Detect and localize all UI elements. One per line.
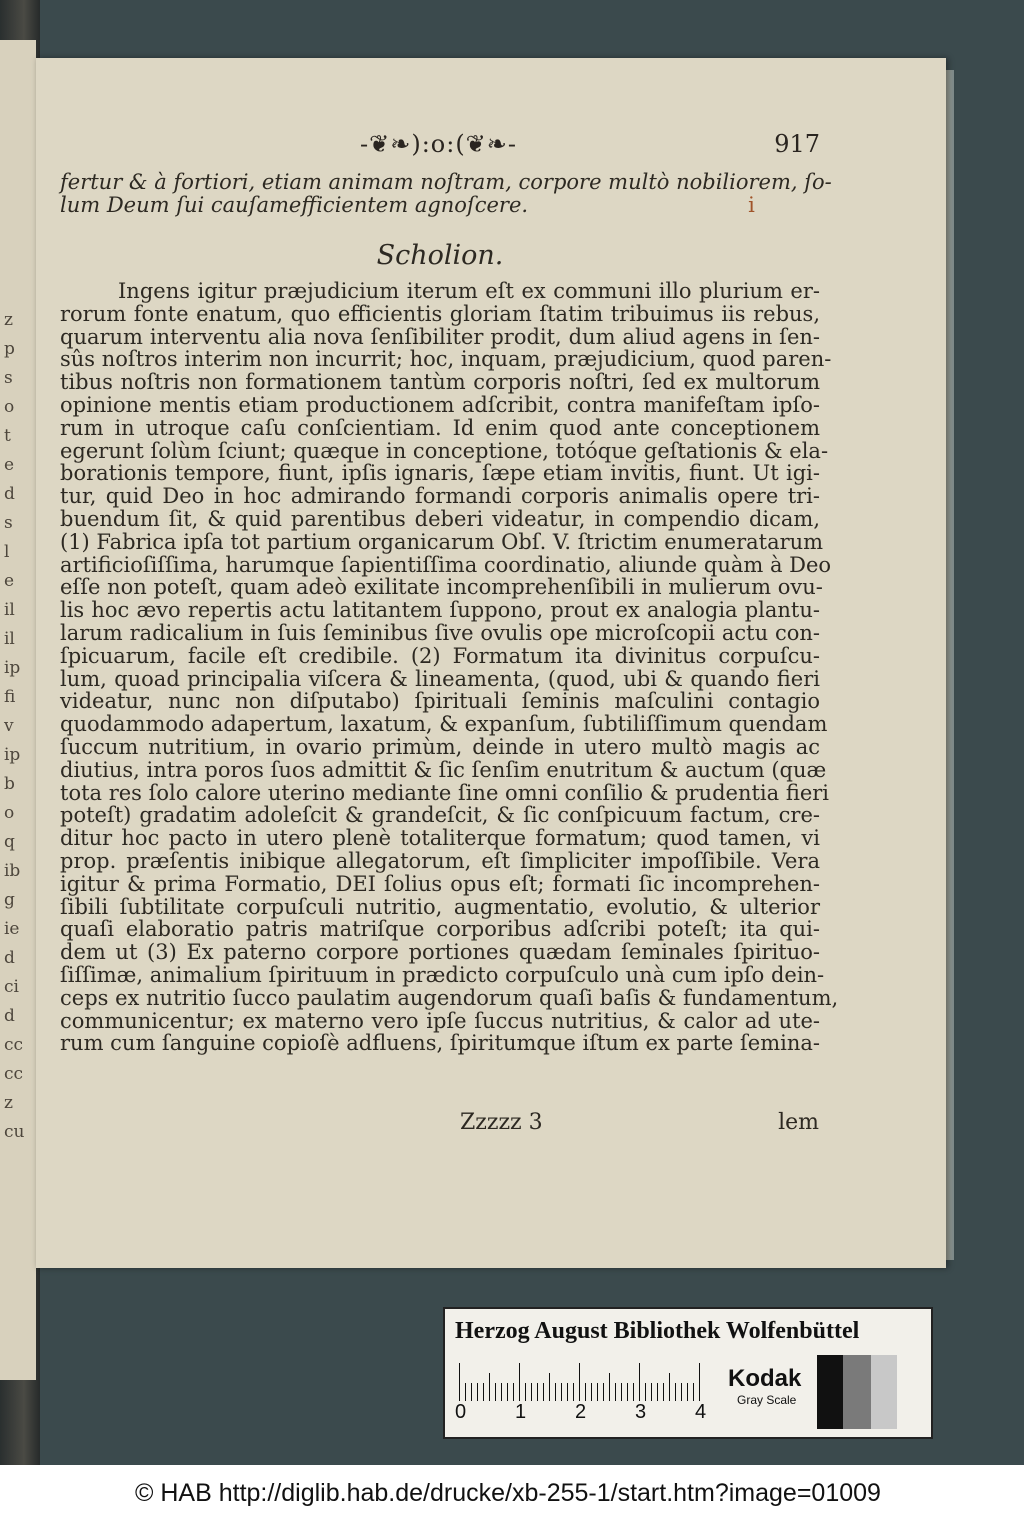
ruler-tick	[519, 1363, 520, 1401]
strip-letter: ip	[4, 658, 21, 678]
strip-letter: ci	[4, 977, 19, 997]
ruler-tick	[459, 1363, 460, 1401]
strip-letter: ie	[4, 919, 20, 939]
text-line: tibus noſtris non formationem tantùm corporis noſtri, ſed ex multorum	[60, 370, 820, 395]
library-name: Herzog August Bibliothek Wolfenbüttel	[455, 1318, 860, 1344]
text-line: prop. præſentis inibique allegatorum, eſt ſimpliciter impoſſibile. Vera	[60, 848, 820, 873]
ruler-tick	[501, 1383, 502, 1401]
strip-letter: cc	[4, 1035, 24, 1055]
ruler-tick	[639, 1363, 640, 1401]
ruler-tick	[693, 1383, 694, 1401]
ruler-tick	[573, 1383, 574, 1401]
ruler-tick	[657, 1383, 658, 1401]
strip-letter: s	[4, 513, 13, 533]
ruler-number: 0	[455, 1401, 467, 1423]
text-line: rorum fonte enatum, quo efficientis gloriam ſtatim tribuimus iis rebus,	[60, 301, 820, 326]
text-line: quaſi elaboratio patris matriſque corporibus adſcribi poteſt; ita qui-	[60, 917, 820, 942]
strip-letter: d	[4, 484, 15, 504]
catchword: lem	[778, 1110, 819, 1135]
text-line: opinione mentis etiam productionem adſcribit, contra manifeſtam ipſo-	[60, 392, 820, 417]
strip-letter: cu	[4, 1122, 25, 1142]
ruler-tick	[567, 1383, 568, 1401]
strip-letter: s	[4, 368, 13, 388]
strip-letter: g	[4, 890, 15, 910]
text-line: videatur, nunc non diſputabo) ſpirituali ſeminis maſculini contagio	[60, 689, 820, 714]
ruler-tick	[513, 1383, 514, 1401]
ruler-tick	[489, 1373, 490, 1401]
text-line: poteſt) gradatim adoleſcit & grandeſcit, & ſic conſpicuum factum, cre-	[60, 803, 820, 828]
text-line: quarum interventu alia nova ſenſibiliter prodit, dum aliud agens in ſen-	[60, 324, 820, 349]
strip-letter: v	[4, 716, 14, 736]
text-line: ſiſſimæ, animalium ſpirituum in prædicto corpuſculo unà cum ipſo dein-	[60, 962, 825, 987]
ruler-tick	[651, 1383, 652, 1401]
ruler-tick	[627, 1383, 628, 1401]
text-line: larum radicalium in ſuis ſeminibus ſive ovulis ope microſcopii actu con-	[60, 620, 820, 645]
strip-letter: cc	[4, 1064, 24, 1084]
ruler-tick	[465, 1383, 466, 1401]
ruler-tick	[525, 1383, 526, 1401]
ruler-tick	[555, 1383, 556, 1401]
ruler-tick	[615, 1383, 616, 1401]
signature-mark: Zzzzz 3	[460, 1110, 543, 1135]
ruler-number: 1	[515, 1401, 527, 1423]
strip-letter: d	[4, 1006, 15, 1026]
text-line: ceps ex nutritio ſucco paulatim augendorum quaſi baſis & fundamentum,	[60, 985, 839, 1010]
text-line: communicentur; ex materno vero ipſe ſuccus nutritius, & calor ad ute-	[60, 1008, 820, 1033]
strip-letter: ib	[4, 861, 21, 881]
strip-letter: o	[4, 803, 15, 823]
strip-letter: t	[4, 426, 11, 446]
strip-letter: l	[4, 542, 10, 562]
library-color-card	[443, 1307, 933, 1439]
ruler-tick	[477, 1383, 478, 1401]
light-gray-swatch	[871, 1355, 897, 1429]
ruler-number: 3	[635, 1401, 647, 1423]
intro-paragraph	[60, 170, 832, 217]
text-line: borationis tempore, fiunt, ipſis ignaris, ſæpe etiam invitis, fiunt. Ut igi-	[60, 461, 820, 486]
ruler-tick	[621, 1383, 622, 1401]
ruler-tick	[645, 1383, 646, 1401]
ruler-tick	[699, 1363, 700, 1401]
ruler-tick	[681, 1383, 682, 1401]
ruler-tick	[561, 1383, 562, 1401]
strip-letter: e	[4, 455, 15, 475]
strip-letter: il	[4, 629, 15, 649]
text-line: (1) Fabrica ipſa tot partium organicarum Obſ. V. ſtrictim enumeratarum	[60, 529, 824, 554]
intro-line-text: lum Deum ſui cauſamefficientem agnoſcere.	[60, 192, 529, 217]
page-number: 917	[774, 130, 820, 158]
strip-letter: b	[4, 774, 15, 794]
text-line: buendum ſit, & quid parentibus deberi videatur, in compendio dicam,	[60, 506, 820, 531]
ruler-numbers	[455, 1401, 715, 1425]
strip-letter: z	[4, 1093, 13, 1113]
ruler-number: 2	[575, 1401, 587, 1423]
text-line: diutius, intra poros ſuos admittit & ſic ſenſim enutritum & auctum (quæ	[60, 757, 827, 782]
footer-bar	[0, 1465, 1024, 1525]
ruler-tick	[585, 1383, 586, 1401]
ruler-tick	[669, 1373, 670, 1401]
text-line: tur, quid Deo in hoc admirando formandi corporis animalis opere tri-	[60, 484, 820, 509]
strip-letter: z	[4, 310, 13, 330]
ruler-tick	[471, 1383, 472, 1401]
ruler-tick	[591, 1383, 592, 1401]
section-title: Scholion.	[376, 240, 504, 271]
adjacent-page-strip	[0, 40, 36, 1380]
ruler-tick	[603, 1383, 604, 1401]
text-line: tota res ſolo calore uterino mediante ſine omni conſilio & prudentia fieri	[60, 780, 830, 805]
text-line: dem ut (3) Ex paterno corpore portiones quædam ſeminales ſpirituo-	[60, 940, 820, 965]
text-line: eſſe non poteſt, quam adeò exilitate incomprehenſibili in mulierum ovu-	[60, 575, 823, 600]
margin-mark: i	[748, 192, 755, 217]
ruler-tick	[549, 1373, 550, 1401]
strip-letter: o	[4, 397, 15, 417]
strip-letter: e	[4, 571, 15, 591]
ruler-tick	[537, 1383, 538, 1401]
strip-letter: q	[4, 832, 15, 852]
ruler-tick	[663, 1383, 664, 1401]
ruler-tick	[633, 1383, 634, 1401]
text-line: sûs noſtros interim non incurrit; hoc, inquam, præjudicium, quod paren-	[60, 347, 832, 372]
copyright-link[interactable]: © HAB http://diglib.hab.de/drucke/xb-255-1/start.htm?image=01009	[135, 1479, 881, 1507]
text-line: Ingens igitur præjudicium iterum eſt ex communi illo plurium er-	[118, 279, 820, 303]
strip-letter: ip	[4, 745, 21, 765]
ruler-tick	[531, 1383, 532, 1401]
ruler-tick	[483, 1383, 484, 1401]
ruler-tick	[495, 1383, 496, 1401]
ruler-tick	[543, 1383, 544, 1401]
header-ornament: -❦❧):o:(❦❧-	[360, 130, 518, 158]
ruler-tick	[675, 1383, 676, 1401]
gray-scale-label: Gray Scale	[737, 1393, 797, 1407]
text-line: artificioſiſſima, harumque ſapientiſſima coordinatio, aliunde quàm à Deo	[60, 552, 832, 577]
ruler-tick	[609, 1373, 610, 1401]
body-text	[60, 279, 839, 1056]
kodak-logo: Kodak	[728, 1365, 802, 1392]
strip-letter: fi	[4, 687, 16, 707]
text-line: lis hoc ævo repertis actu latitantem ſuppono, prout ex analogia plantu-	[60, 598, 820, 623]
strip-letter: il	[4, 600, 15, 620]
strip-letter: d	[4, 948, 15, 968]
strip-letter: p	[4, 339, 15, 359]
intro-line	[60, 194, 820, 217]
text-line: rum cum ſanguine copioſè adfluens, ſpiritumque iſtum ex parte ſemina-	[60, 1031, 820, 1056]
black-swatch	[817, 1355, 843, 1429]
text-line: ſibili ſubtilitate corpuſculi nutritio, augmentatio, evolutio, & ulterior	[60, 894, 820, 919]
text-line: ſpicuarum, facile eſt credibile. (2) Formatum ita divinitus corpuſcu-	[60, 643, 820, 668]
ruler-tick	[687, 1383, 688, 1401]
text-line: lum, quoad principalia viſcera & lineamenta, (quod, ubi & quando fieri	[60, 666, 820, 691]
ruler-tick	[597, 1383, 598, 1401]
running-header	[360, 130, 820, 162]
text-line: ditur hoc pacto in utero plenè totaliterque formatum; quod tamen, vi	[60, 826, 820, 851]
text-line: egerunt ſolùm ſciunt; quæque in conceptione, totóque geſtationis & ela-	[60, 438, 829, 463]
intro-line: fertur & à fortiori, etiam animam noſtram, corpore multò nobiliorem, ſo-	[60, 170, 832, 194]
ruler-number: 4	[695, 1401, 707, 1423]
text-line: rum in utroque caſu conſcientiam. Id enim quod ante conceptionem	[60, 415, 820, 440]
text-line: quodammodo adapertum, laxatum, & expanſum, ſubtiliſſimum quendam	[60, 712, 828, 737]
ruler-tick	[507, 1383, 508, 1401]
scale-ruler	[459, 1361, 707, 1401]
text-line: igitur & prima Formatio, DEI ſolius opus eſt; formati ſic incomprehen-	[60, 871, 820, 896]
ruler-tick	[579, 1363, 580, 1401]
gray-swatch	[843, 1355, 871, 1429]
text-line: ſuccum nutritium, in ovario primùm, deinde in utero multò magis ac	[60, 734, 820, 759]
